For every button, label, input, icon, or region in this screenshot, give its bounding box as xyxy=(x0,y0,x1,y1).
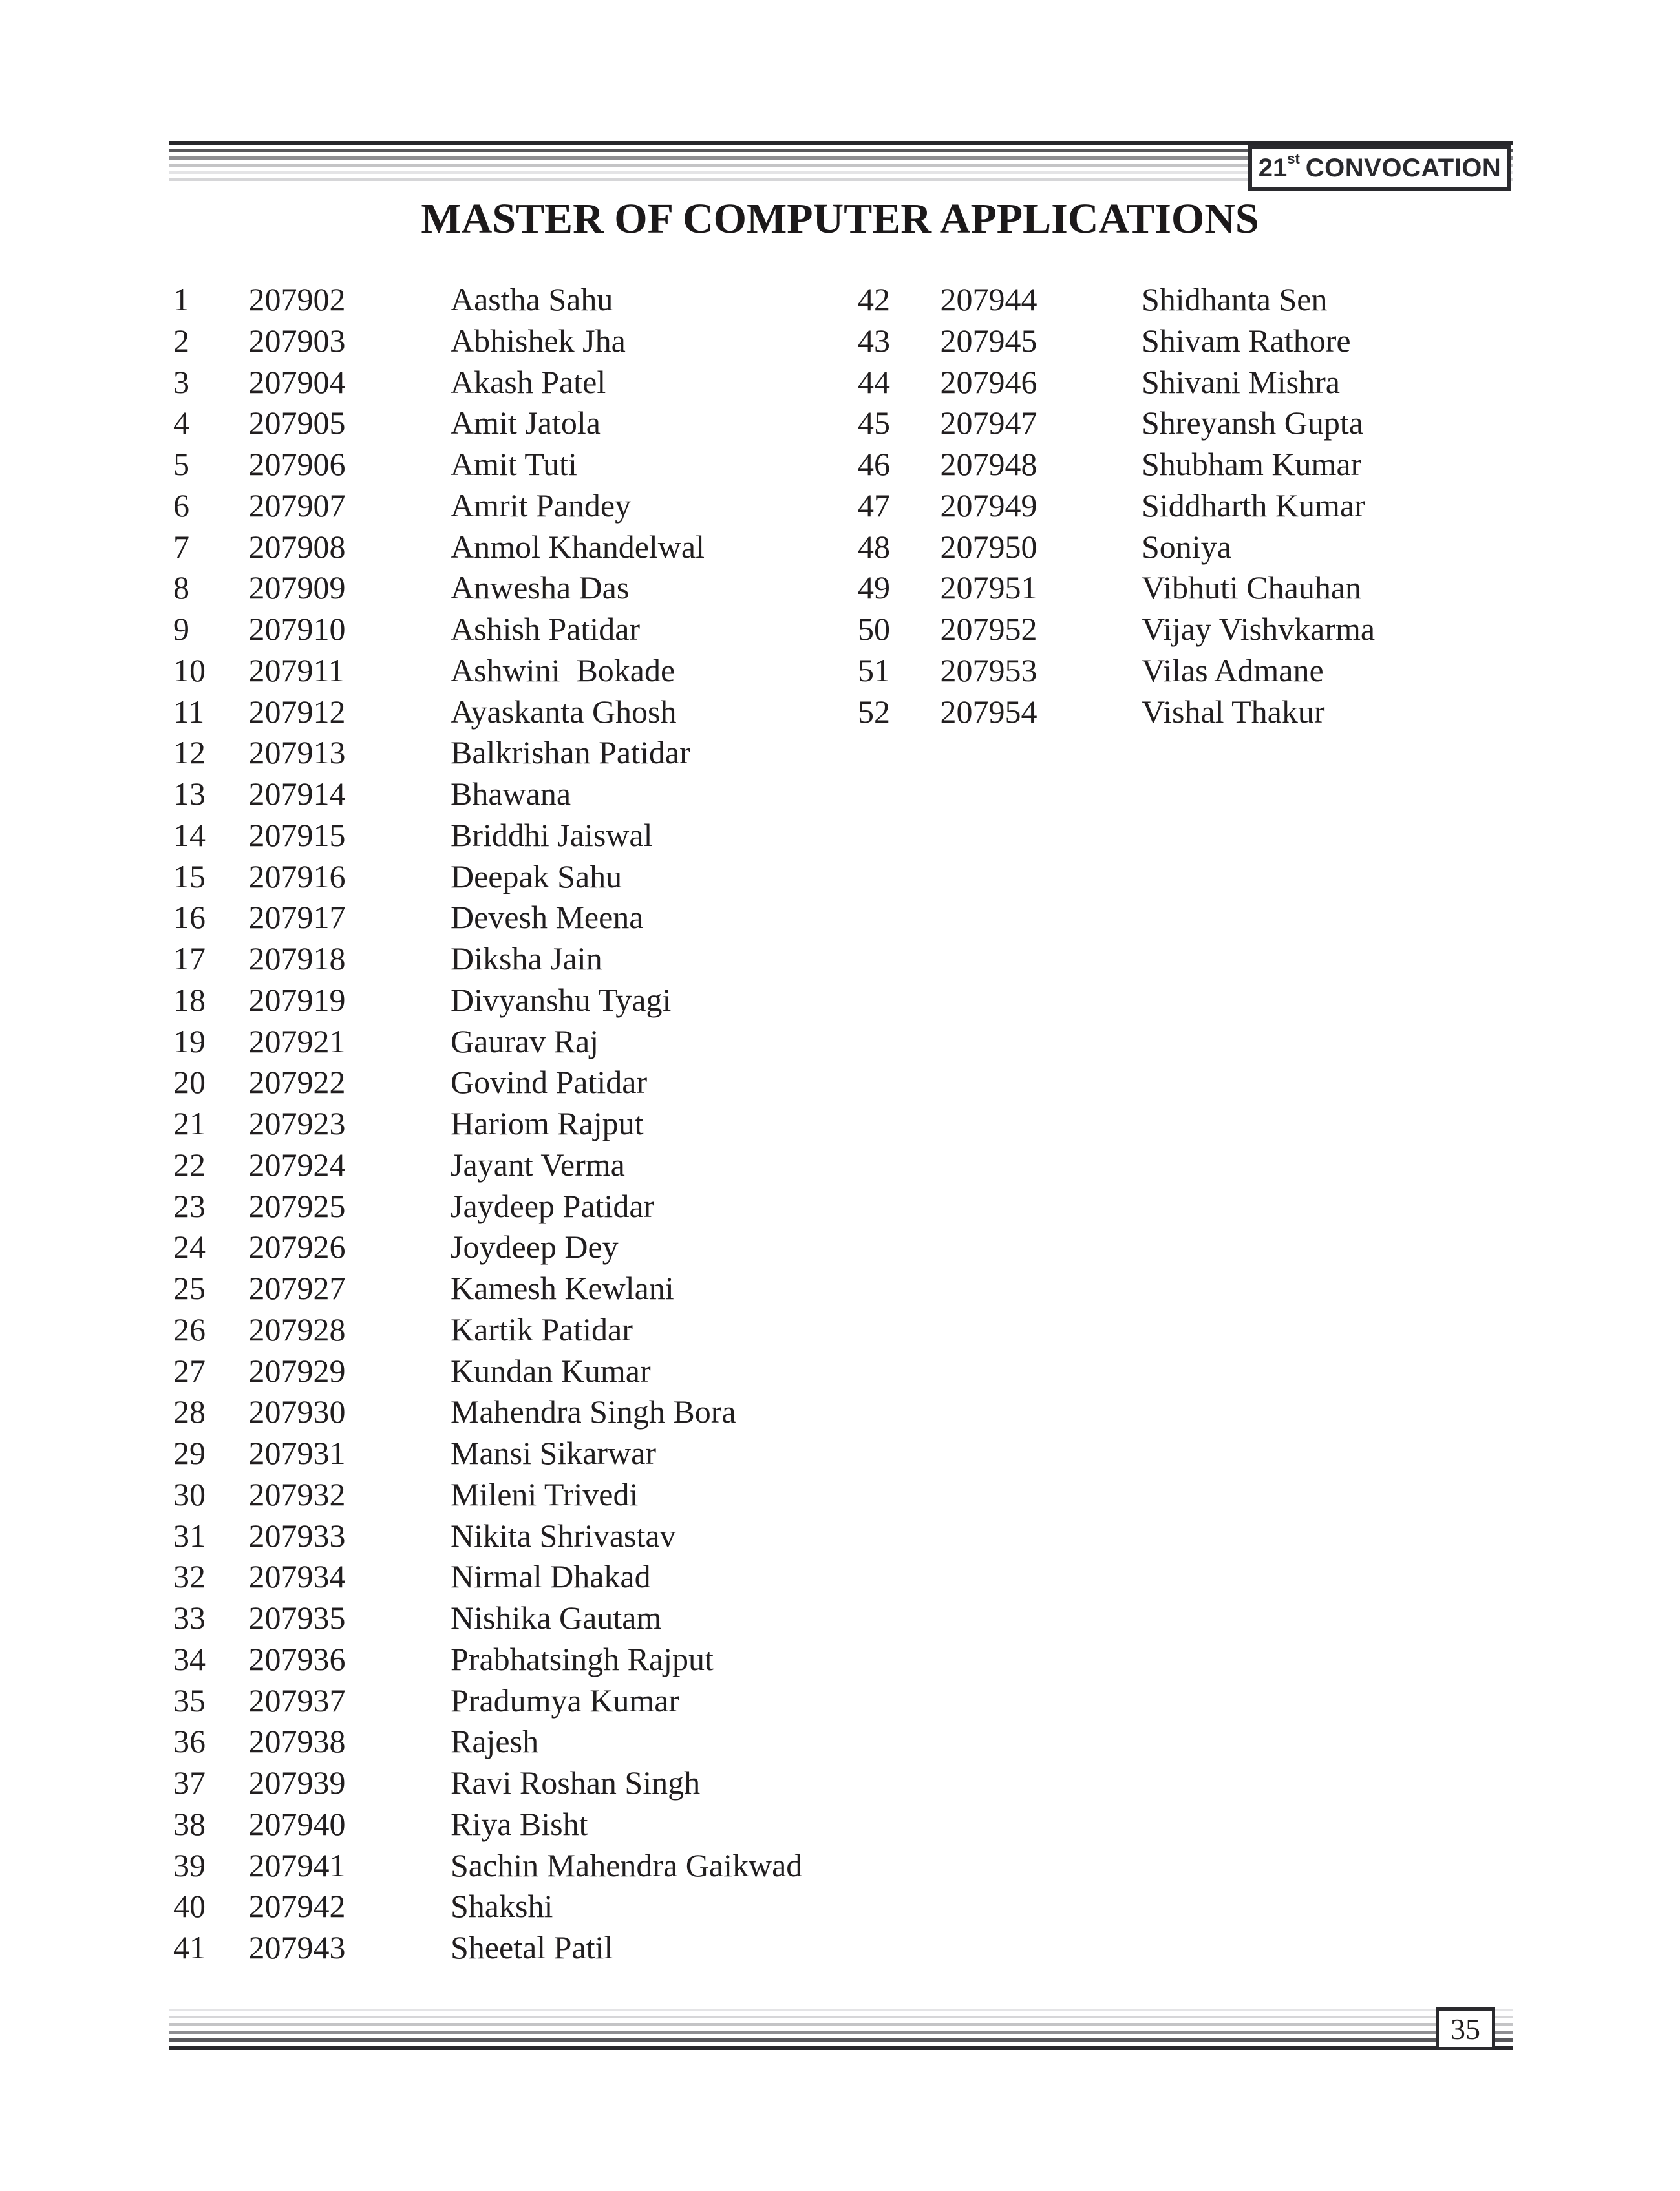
roll-number: 207940 xyxy=(248,1805,346,1842)
student-row xyxy=(173,1845,802,1887)
student-name: Bhawana xyxy=(451,776,571,812)
roll-number: 207946 xyxy=(940,363,1037,400)
student-row xyxy=(173,362,802,403)
student-name: Govind Patidar xyxy=(451,1064,648,1101)
serial-number: 26 xyxy=(173,1311,206,1348)
student-name: Shakshi xyxy=(451,1888,553,1925)
student-name: Kundan Kumar xyxy=(451,1352,651,1389)
footer-rule-line xyxy=(169,2009,1513,2011)
serial-number: 31 xyxy=(173,1517,206,1554)
serial-number: 32 xyxy=(173,1558,206,1595)
roll-number: 207934 xyxy=(248,1558,346,1595)
serial-number: 33 xyxy=(173,1600,206,1636)
student-row xyxy=(173,1721,802,1762)
footer-rule-line xyxy=(169,2023,1513,2026)
student-row xyxy=(173,1556,802,1598)
roll-number: 207916 xyxy=(248,858,346,894)
roll-number: 207938 xyxy=(248,1723,346,1760)
student-row xyxy=(173,1762,802,1804)
roll-number: 207943 xyxy=(248,1929,346,1965)
student-name: Prabhatsingh Rajput xyxy=(451,1640,714,1677)
student-row xyxy=(173,1927,802,1969)
student-row xyxy=(173,1516,802,1557)
roll-number: 207907 xyxy=(248,487,346,524)
serial-number: 45 xyxy=(858,405,890,441)
student-name: Gaurav Raj xyxy=(451,1022,599,1059)
roll-number: 207919 xyxy=(248,981,346,1018)
serial-number: 5 xyxy=(173,446,189,482)
student-row xyxy=(173,1392,802,1433)
serial-number: 23 xyxy=(173,1187,206,1224)
serial-number: 25 xyxy=(173,1270,206,1306)
student-row xyxy=(173,732,802,774)
student-row xyxy=(173,321,802,362)
page-number-badge xyxy=(1436,2007,1495,2050)
serial-number: 41 xyxy=(173,1929,206,1965)
roll-number: 207953 xyxy=(940,651,1037,688)
student-row xyxy=(858,650,1375,692)
student-row xyxy=(173,815,802,856)
student-row xyxy=(173,650,802,692)
footer-rule-line xyxy=(169,2031,1513,2034)
footer-rule-line xyxy=(169,2046,1513,2050)
student-name: Vibhuti Chauhan xyxy=(1142,569,1362,606)
student-row xyxy=(858,403,1375,444)
student-name: Soniya xyxy=(1142,528,1231,565)
serial-number: 15 xyxy=(173,858,206,894)
student-column-left xyxy=(173,279,802,1969)
student-name: Sheetal Patil xyxy=(451,1929,613,1965)
student-row xyxy=(173,609,802,650)
student-row xyxy=(173,1268,802,1309)
student-name: Ashish Patidar xyxy=(451,611,641,647)
roll-number: 207910 xyxy=(248,611,346,647)
roll-number: 207949 xyxy=(940,487,1037,524)
serial-number: 34 xyxy=(173,1640,206,1677)
serial-number: 9 xyxy=(173,611,189,647)
roll-number: 207915 xyxy=(248,816,346,853)
roll-number: 207912 xyxy=(248,693,346,730)
student-name: Pradumya Kumar xyxy=(451,1682,680,1719)
student-name: Shivam Rathore xyxy=(1142,322,1351,359)
roll-number: 207909 xyxy=(248,569,346,606)
student-name: Anmol Khandelwal xyxy=(451,528,705,565)
student-row xyxy=(173,527,802,568)
convocation-number: 21 xyxy=(1258,153,1288,182)
roll-number: 207902 xyxy=(248,281,346,317)
student-name: Mansi Sikarwar xyxy=(451,1435,656,1471)
roll-number: 207929 xyxy=(248,1352,346,1389)
student-row xyxy=(173,774,802,815)
student-row xyxy=(173,403,802,444)
roll-number: 207917 xyxy=(248,899,346,936)
serial-number: 52 xyxy=(858,693,890,730)
student-name: Sachin Mahendra Gaikwad xyxy=(451,1847,803,1883)
roll-number: 207948 xyxy=(940,446,1037,482)
student-name: Nirmal Dhakad xyxy=(451,1558,651,1595)
student-row xyxy=(173,692,802,733)
student-row xyxy=(173,856,802,898)
student-name: Ravi Roshan Singh xyxy=(451,1764,701,1801)
serial-number: 4 xyxy=(173,405,189,441)
serial-number: 36 xyxy=(173,1723,206,1760)
serial-number: 10 xyxy=(173,651,206,688)
student-row xyxy=(858,567,1375,609)
serial-number: 22 xyxy=(173,1146,206,1183)
student-row xyxy=(173,1680,802,1722)
roll-number: 207914 xyxy=(248,776,346,812)
student-name: Vijay Vishvkarma xyxy=(1142,611,1376,647)
student-row xyxy=(858,485,1375,527)
student-row xyxy=(173,485,802,527)
roll-number: 207904 xyxy=(248,363,346,400)
serial-number: 51 xyxy=(858,651,890,688)
roll-number: 207903 xyxy=(248,322,346,359)
roll-number: 207924 xyxy=(248,1146,346,1183)
page-title: MASTER OF COMPUTER APPLICATIONS xyxy=(421,195,1259,242)
serial-number: 13 xyxy=(173,776,206,812)
student-name: Jaydeep Patidar xyxy=(451,1187,655,1224)
serial-number: 24 xyxy=(173,1229,206,1265)
student-name: Shubham Kumar xyxy=(1142,446,1362,482)
roll-number: 207947 xyxy=(940,405,1037,441)
student-name: Akash Patel xyxy=(451,363,606,400)
serial-number: 29 xyxy=(173,1435,206,1471)
serial-number: 14 xyxy=(173,816,206,853)
student-row xyxy=(173,1186,802,1227)
roll-number: 207954 xyxy=(940,693,1037,730)
roll-number: 207937 xyxy=(248,1682,346,1719)
serial-number: 19 xyxy=(173,1022,206,1059)
footer-rule-line xyxy=(169,2038,1513,2042)
student-name: Jayant Verma xyxy=(451,1146,625,1183)
roll-number: 207908 xyxy=(248,528,346,565)
serial-number: 16 xyxy=(173,899,206,936)
serial-number: 28 xyxy=(173,1393,206,1430)
convocation-badge xyxy=(1248,145,1511,191)
student-row xyxy=(858,609,1375,650)
student-row xyxy=(173,1598,802,1639)
roll-number: 207922 xyxy=(248,1064,346,1101)
student-name: Amit Jatola xyxy=(451,405,601,441)
serial-number: 47 xyxy=(858,487,890,524)
student-name: Mahendra Singh Bora xyxy=(451,1393,736,1430)
serial-number: 27 xyxy=(173,1352,206,1389)
roll-number: 207930 xyxy=(248,1393,346,1430)
student-row xyxy=(173,1886,802,1927)
student-name: Rajesh xyxy=(451,1723,539,1760)
roll-number: 207931 xyxy=(248,1435,346,1471)
student-name: Hariom Rajput xyxy=(451,1105,644,1141)
roll-number: 207921 xyxy=(248,1022,346,1059)
roll-number: 207928 xyxy=(248,1311,346,1348)
serial-number: 2 xyxy=(173,322,189,359)
student-row xyxy=(173,1021,802,1063)
student-name: Shidhanta Sen xyxy=(1142,281,1328,317)
serial-number: 39 xyxy=(173,1847,206,1883)
student-row xyxy=(173,1309,802,1351)
serial-number: 44 xyxy=(858,363,890,400)
serial-number: 1 xyxy=(173,281,189,317)
serial-number: 46 xyxy=(858,446,890,482)
student-row xyxy=(173,1433,802,1474)
student-name: Kartik Patidar xyxy=(451,1311,633,1348)
student-name: Shreyansh Gupta xyxy=(1142,405,1363,441)
serial-number: 50 xyxy=(858,611,890,647)
roll-number: 207951 xyxy=(940,569,1037,606)
student-name: Vilas Admane xyxy=(1142,651,1324,688)
student-row xyxy=(173,1062,802,1103)
roll-number: 207932 xyxy=(248,1476,346,1512)
serial-number: 49 xyxy=(858,569,890,606)
student-row xyxy=(173,1145,802,1186)
roll-number: 207939 xyxy=(248,1764,346,1801)
roll-number: 207936 xyxy=(248,1640,346,1677)
student-name: Nikita Shrivastav xyxy=(451,1517,676,1554)
serial-number: 35 xyxy=(173,1682,206,1719)
student-row xyxy=(173,897,802,938)
student-row xyxy=(858,321,1375,362)
roll-number: 207945 xyxy=(940,322,1037,359)
roll-number: 207913 xyxy=(248,734,346,771)
student-name: Nishika Gautam xyxy=(451,1600,662,1636)
serial-number: 11 xyxy=(173,693,205,730)
roll-number: 207941 xyxy=(248,1847,346,1883)
student-name: Ashwini Bokade xyxy=(451,651,675,688)
roll-number: 207925 xyxy=(248,1187,346,1224)
roll-number: 207950 xyxy=(940,528,1037,565)
student-name: Amit Tuti xyxy=(451,446,577,482)
student-name: Anwesha Das xyxy=(451,569,630,606)
roll-number: 207923 xyxy=(248,1105,346,1141)
student-row xyxy=(173,1103,802,1145)
roll-number: 207905 xyxy=(248,405,346,441)
serial-number: 42 xyxy=(858,281,890,317)
student-row xyxy=(858,527,1375,568)
student-row xyxy=(173,1639,802,1680)
serial-number: 40 xyxy=(173,1888,206,1925)
serial-number: 18 xyxy=(173,981,206,1018)
student-row xyxy=(173,1804,802,1845)
roll-number: 207911 xyxy=(248,651,345,688)
student-name: Diksha Jain xyxy=(451,940,602,977)
page-number: 35 xyxy=(1451,2012,1480,2046)
serial-number: 8 xyxy=(173,569,189,606)
student-name: Vishal Thakur xyxy=(1142,693,1325,730)
student-row xyxy=(173,1351,802,1392)
student-name: Joydeep Dey xyxy=(451,1229,619,1265)
student-name: Balkrishan Patidar xyxy=(451,734,690,771)
serial-number: 6 xyxy=(173,487,189,524)
student-name: Devesh Meena xyxy=(451,899,644,936)
serial-number: 12 xyxy=(173,734,206,771)
student-name: Shivani Mishra xyxy=(1142,363,1340,400)
roll-number: 207944 xyxy=(940,281,1037,317)
serial-number: 37 xyxy=(173,1764,206,1801)
student-row xyxy=(858,444,1375,485)
student-name: Riya Bisht xyxy=(451,1805,588,1842)
roll-number: 207926 xyxy=(248,1229,346,1265)
serial-number: 21 xyxy=(173,1105,206,1141)
serial-number: 48 xyxy=(858,528,890,565)
student-name: Mileni Trivedi xyxy=(451,1476,639,1512)
serial-number: 3 xyxy=(173,363,189,400)
student-row xyxy=(173,1474,802,1516)
student-column-right xyxy=(858,279,1375,732)
convocation-word: CONVOCATION xyxy=(1305,153,1502,182)
student-row xyxy=(858,692,1375,733)
student-name: Deepak Sahu xyxy=(451,858,622,894)
student-name: Siddharth Kumar xyxy=(1142,487,1365,524)
student-row xyxy=(173,444,802,485)
student-row xyxy=(173,938,802,980)
footer-rule-lines xyxy=(169,2009,1513,2050)
student-row xyxy=(173,567,802,609)
student-name: Kamesh Kewlani xyxy=(451,1270,674,1306)
footer-rule-line xyxy=(169,2016,1513,2018)
student-name: Aastha Sahu xyxy=(451,281,613,317)
student-name: Divyanshu Tyagi xyxy=(451,981,672,1018)
student-row xyxy=(858,362,1375,403)
roll-number: 207918 xyxy=(248,940,346,977)
roll-number: 207935 xyxy=(248,1600,346,1636)
student-row xyxy=(173,1227,802,1268)
roll-number: 207942 xyxy=(248,1888,346,1925)
serial-number: 38 xyxy=(173,1805,206,1842)
roll-number: 207906 xyxy=(248,446,346,482)
student-name: Amrit Pandey xyxy=(451,487,632,524)
student-row xyxy=(858,279,1375,321)
student-row xyxy=(173,279,802,321)
student-name: Ayaskanta Ghosh xyxy=(451,693,677,730)
serial-number: 43 xyxy=(858,322,890,359)
convocation-ordinal: st xyxy=(1287,151,1300,167)
student-row xyxy=(173,980,802,1021)
serial-number: 20 xyxy=(173,1064,206,1101)
roll-number: 207933 xyxy=(248,1517,346,1554)
serial-number: 7 xyxy=(173,528,189,565)
student-name: Briddhi Jaiswal xyxy=(451,816,653,853)
roll-number: 207952 xyxy=(940,611,1037,647)
serial-number: 30 xyxy=(173,1476,206,1512)
roll-number: 207927 xyxy=(248,1270,346,1306)
student-name: Abhishek Jha xyxy=(451,322,626,359)
serial-number: 17 xyxy=(173,940,206,977)
